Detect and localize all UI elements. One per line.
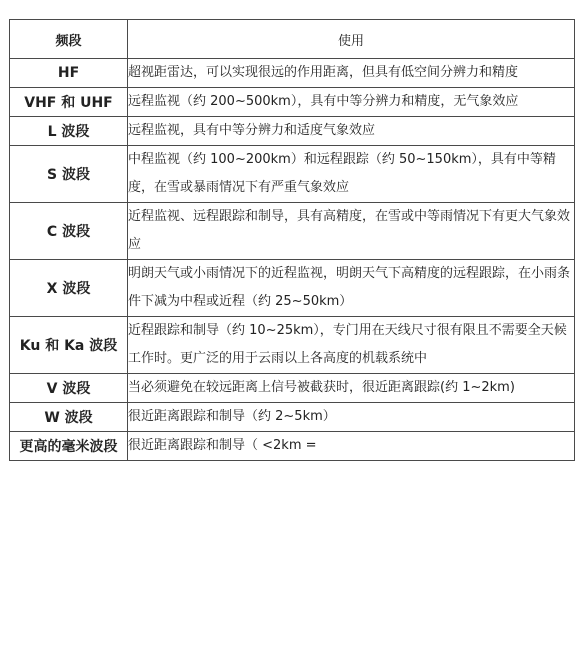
band-cell: W 波段 [10, 403, 128, 432]
table-row [10, 59, 575, 88]
use-cell: 近程跟踪和制导（约 10~25km），专门用在天线尺寸很有限且不需要全天候工作时。更广泛的用于云雨以上各高度的机载系统中 [128, 317, 575, 374]
band-cell: X 波段 [10, 260, 128, 317]
table-row [10, 117, 575, 146]
table-row [10, 203, 575, 260]
use-cell: 超视距雷达，可以实现很远的作用距离，但具有低空间分辨力和精度 [128, 59, 575, 88]
table-row [10, 260, 575, 317]
band-cell: V 波段 [10, 374, 128, 403]
band-cell: C 波段 [10, 203, 128, 260]
header-use: 使用 [128, 20, 575, 59]
use-cell: 远程监视（约 200~500km），具有中等分辨力和精度，无气象效应 [128, 88, 575, 117]
use-cell: 明朗天气或小雨情况下的近程监视，明朗天气下高精度的远程跟踪，在小雨条件下减为中程或近程（约 25~50km） [128, 260, 575, 317]
table-row [10, 403, 575, 432]
use-cell: 很近距离跟踪和制导（约 2~5km） [128, 403, 575, 432]
table-row [10, 146, 575, 203]
table-header-row [10, 20, 575, 59]
band-cell: L 波段 [10, 117, 128, 146]
table-row [10, 317, 575, 374]
band-cell: 更高的毫米波段 [10, 432, 128, 461]
table-row [10, 432, 575, 461]
header-band: 频段 [10, 20, 128, 59]
use-cell: 很近距离跟踪和制导（ <2km = [128, 432, 575, 461]
table-row [10, 374, 575, 403]
use-cell: 中程监视（约 100~200km）和远程跟踪（约 50~150km），具有中等精度，在雪或暴雨情况下有严重气象效应 [128, 146, 575, 203]
band-cell: Ku 和 Ka 波段 [10, 317, 128, 374]
use-cell: 当必须避免在较远距离上信号被截获时，很近距离跟踪(约 1~2km) [128, 374, 575, 403]
band-cell: S 波段 [10, 146, 128, 203]
table-row [10, 88, 575, 117]
radar-band-table [9, 19, 575, 461]
band-cell: HF [10, 59, 128, 88]
use-cell: 近程监视、远程跟踪和制导，具有高精度，在雪或中等雨情况下有更大气象效应 [128, 203, 575, 260]
band-cell: VHF 和 UHF [10, 88, 128, 117]
use-cell: 远程监视，具有中等分辨力和适度气象效应 [128, 117, 575, 146]
